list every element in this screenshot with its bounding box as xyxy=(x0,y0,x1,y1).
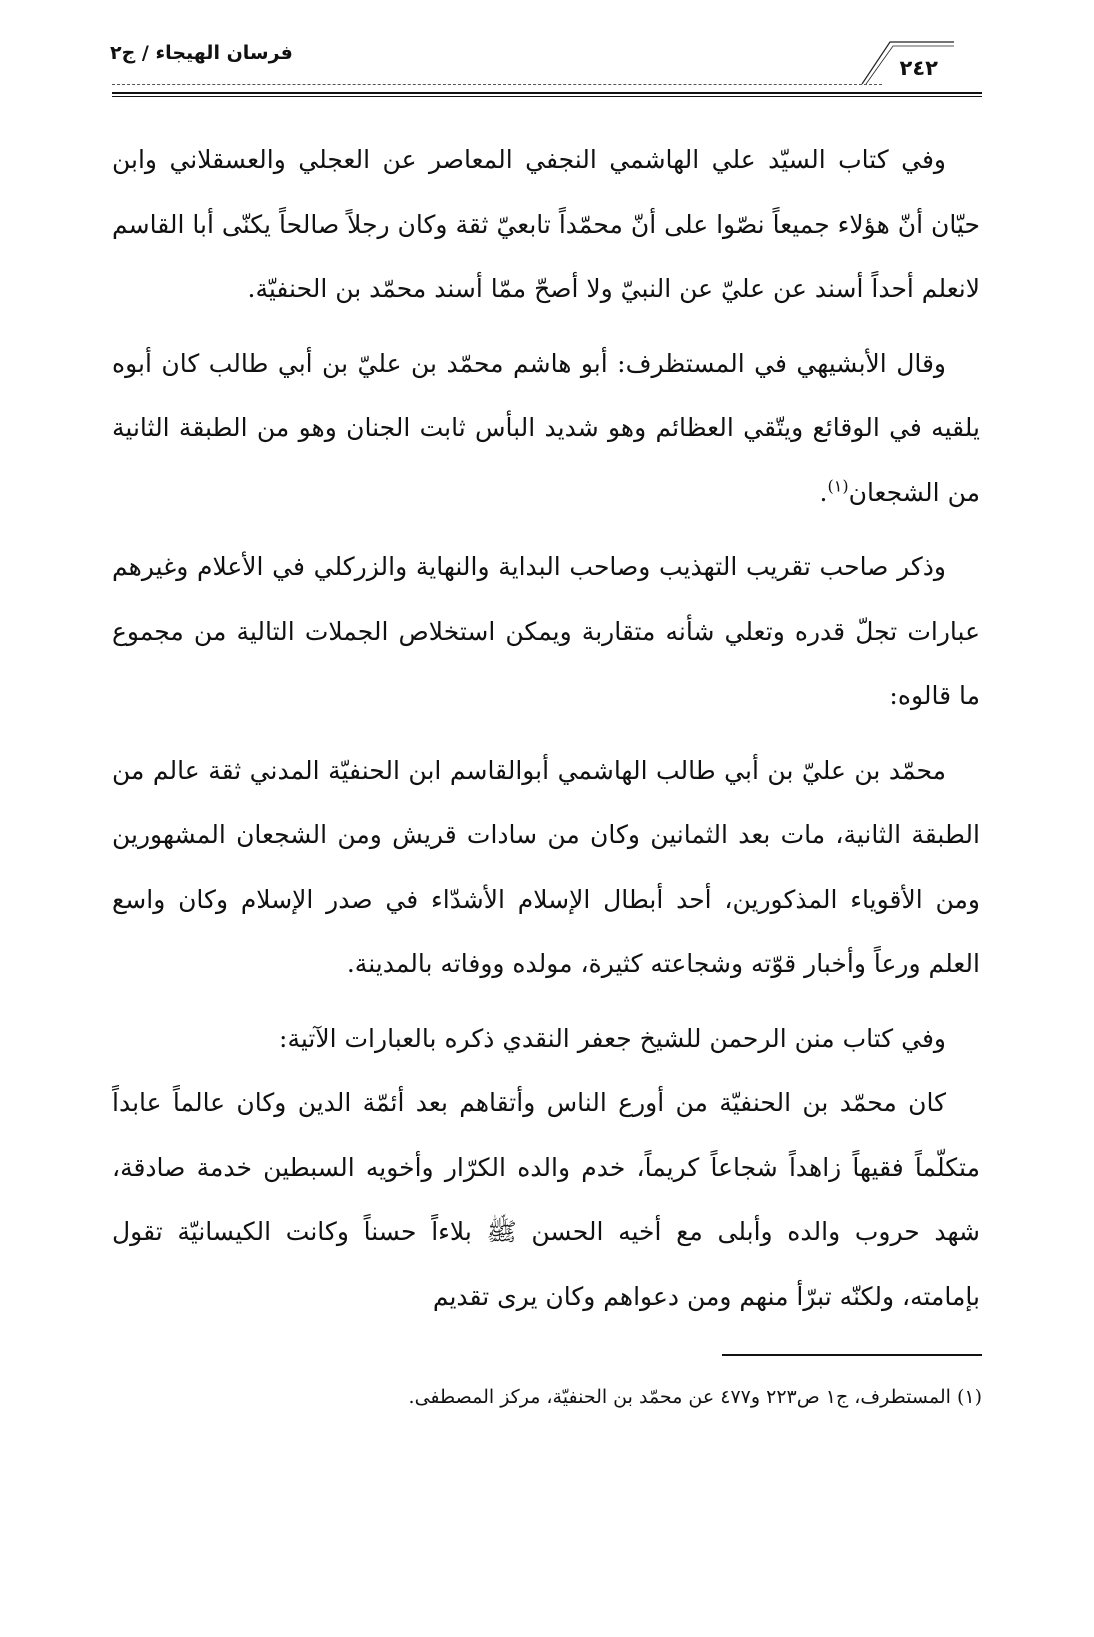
paragraph-2-text: وقال الأبشيهي في المستظرف: أبو هاشم محمّد بن عليّ بن أبي طالب كان أبوه يلقيه في الوقائع ويتّقي العظائم وهو شديد البأس ثابت الجنان وهو من الطبقة الثانية من الشجعان xyxy=(112,348,980,507)
paragraph-3: وذكر صاحب تقريب التهذيب وصاحب البداية والنهاية والزركلي في الأعلام وغيرهم عبارات تجلّ قدره وتعلي شأنه متقاربة ويمكن استخلاص الجملات التالية من مجموع ما قالوه: xyxy=(112,552,980,710)
body-text xyxy=(112,128,980,1329)
header-dashed-rule xyxy=(112,84,882,85)
paragraph-5: وفي كتاب منن الرحمن للشيخ جعفر النقدي ذكره بالعبارات الآتية: xyxy=(279,1023,946,1053)
footnote: (١) المستطرف، ج١ ص٢٢٣ و٤٧٧ عن محمّد بن الحنفيّة، مركز المصطفى. xyxy=(408,1386,982,1408)
footnote-separator xyxy=(722,1354,982,1356)
paragraph-6: كان محمّد بن الحنفيّة من أورع الناس وأتقاهم بعد أئمّة الدين وكان عالماً عابداً متكلّماً فقيهاً زاهداً شجاعاً كريماً، خدم والده الكرّار وأخويه السبطين خدمة صادقة، شهد حروب والده وأبلى مع أخيه الحسن ﷺ بلاءاً حسناً وكانت الكيسانيّة تقول بإمامته، ولكنّه تبرّأ منهم ومن دعواهم وكان يرى تقديم xyxy=(112,1088,980,1311)
footnote-reference: (١) xyxy=(827,476,849,496)
paragraph-1: وفي كتاب السيّد علي الهاشمي النجفي المعاصر عن العجلي والعسقلاني وابن حيّان أنّ هؤلاء جميعاً نصّوا على أنّ محمّداً تابعيّ ثقة وكان رجلاً صالحاً يكنّى أبا القاسم لانعلم أحداً أسند عن عليّ عن النبيّ ولا أصحّ ممّا أسند محمّد بن الحنفيّة. xyxy=(112,145,980,303)
running-title: فرسان الهيجاء / ج٢ xyxy=(110,42,293,64)
paragraph-4: محمّد بن عليّ بن أبي طالب الهاشمي أبوالقاسم ابن الحنفيّة المدني ثقة عالم من الطبقة الثانية، مات بعد الثمانين وكان من سادات قريش ومن الشجعان المشهورين ومن الأقوياء المذكورين، أحد أبطال الإسلام الأشدّاء في صدر الإسلام وكان واسع العلم ورعاً وأخبار قوّته وشجاعته كثيرة، مولده ووفاته بالمدينة. xyxy=(112,755,980,978)
paragraph-2 xyxy=(112,332,980,526)
header-rule-secondary xyxy=(112,96,982,97)
page-number-frame xyxy=(860,38,956,86)
page-number: ٢٤٢ xyxy=(899,56,938,80)
header-rule xyxy=(112,92,982,94)
paragraph-2-end: . xyxy=(819,477,828,507)
